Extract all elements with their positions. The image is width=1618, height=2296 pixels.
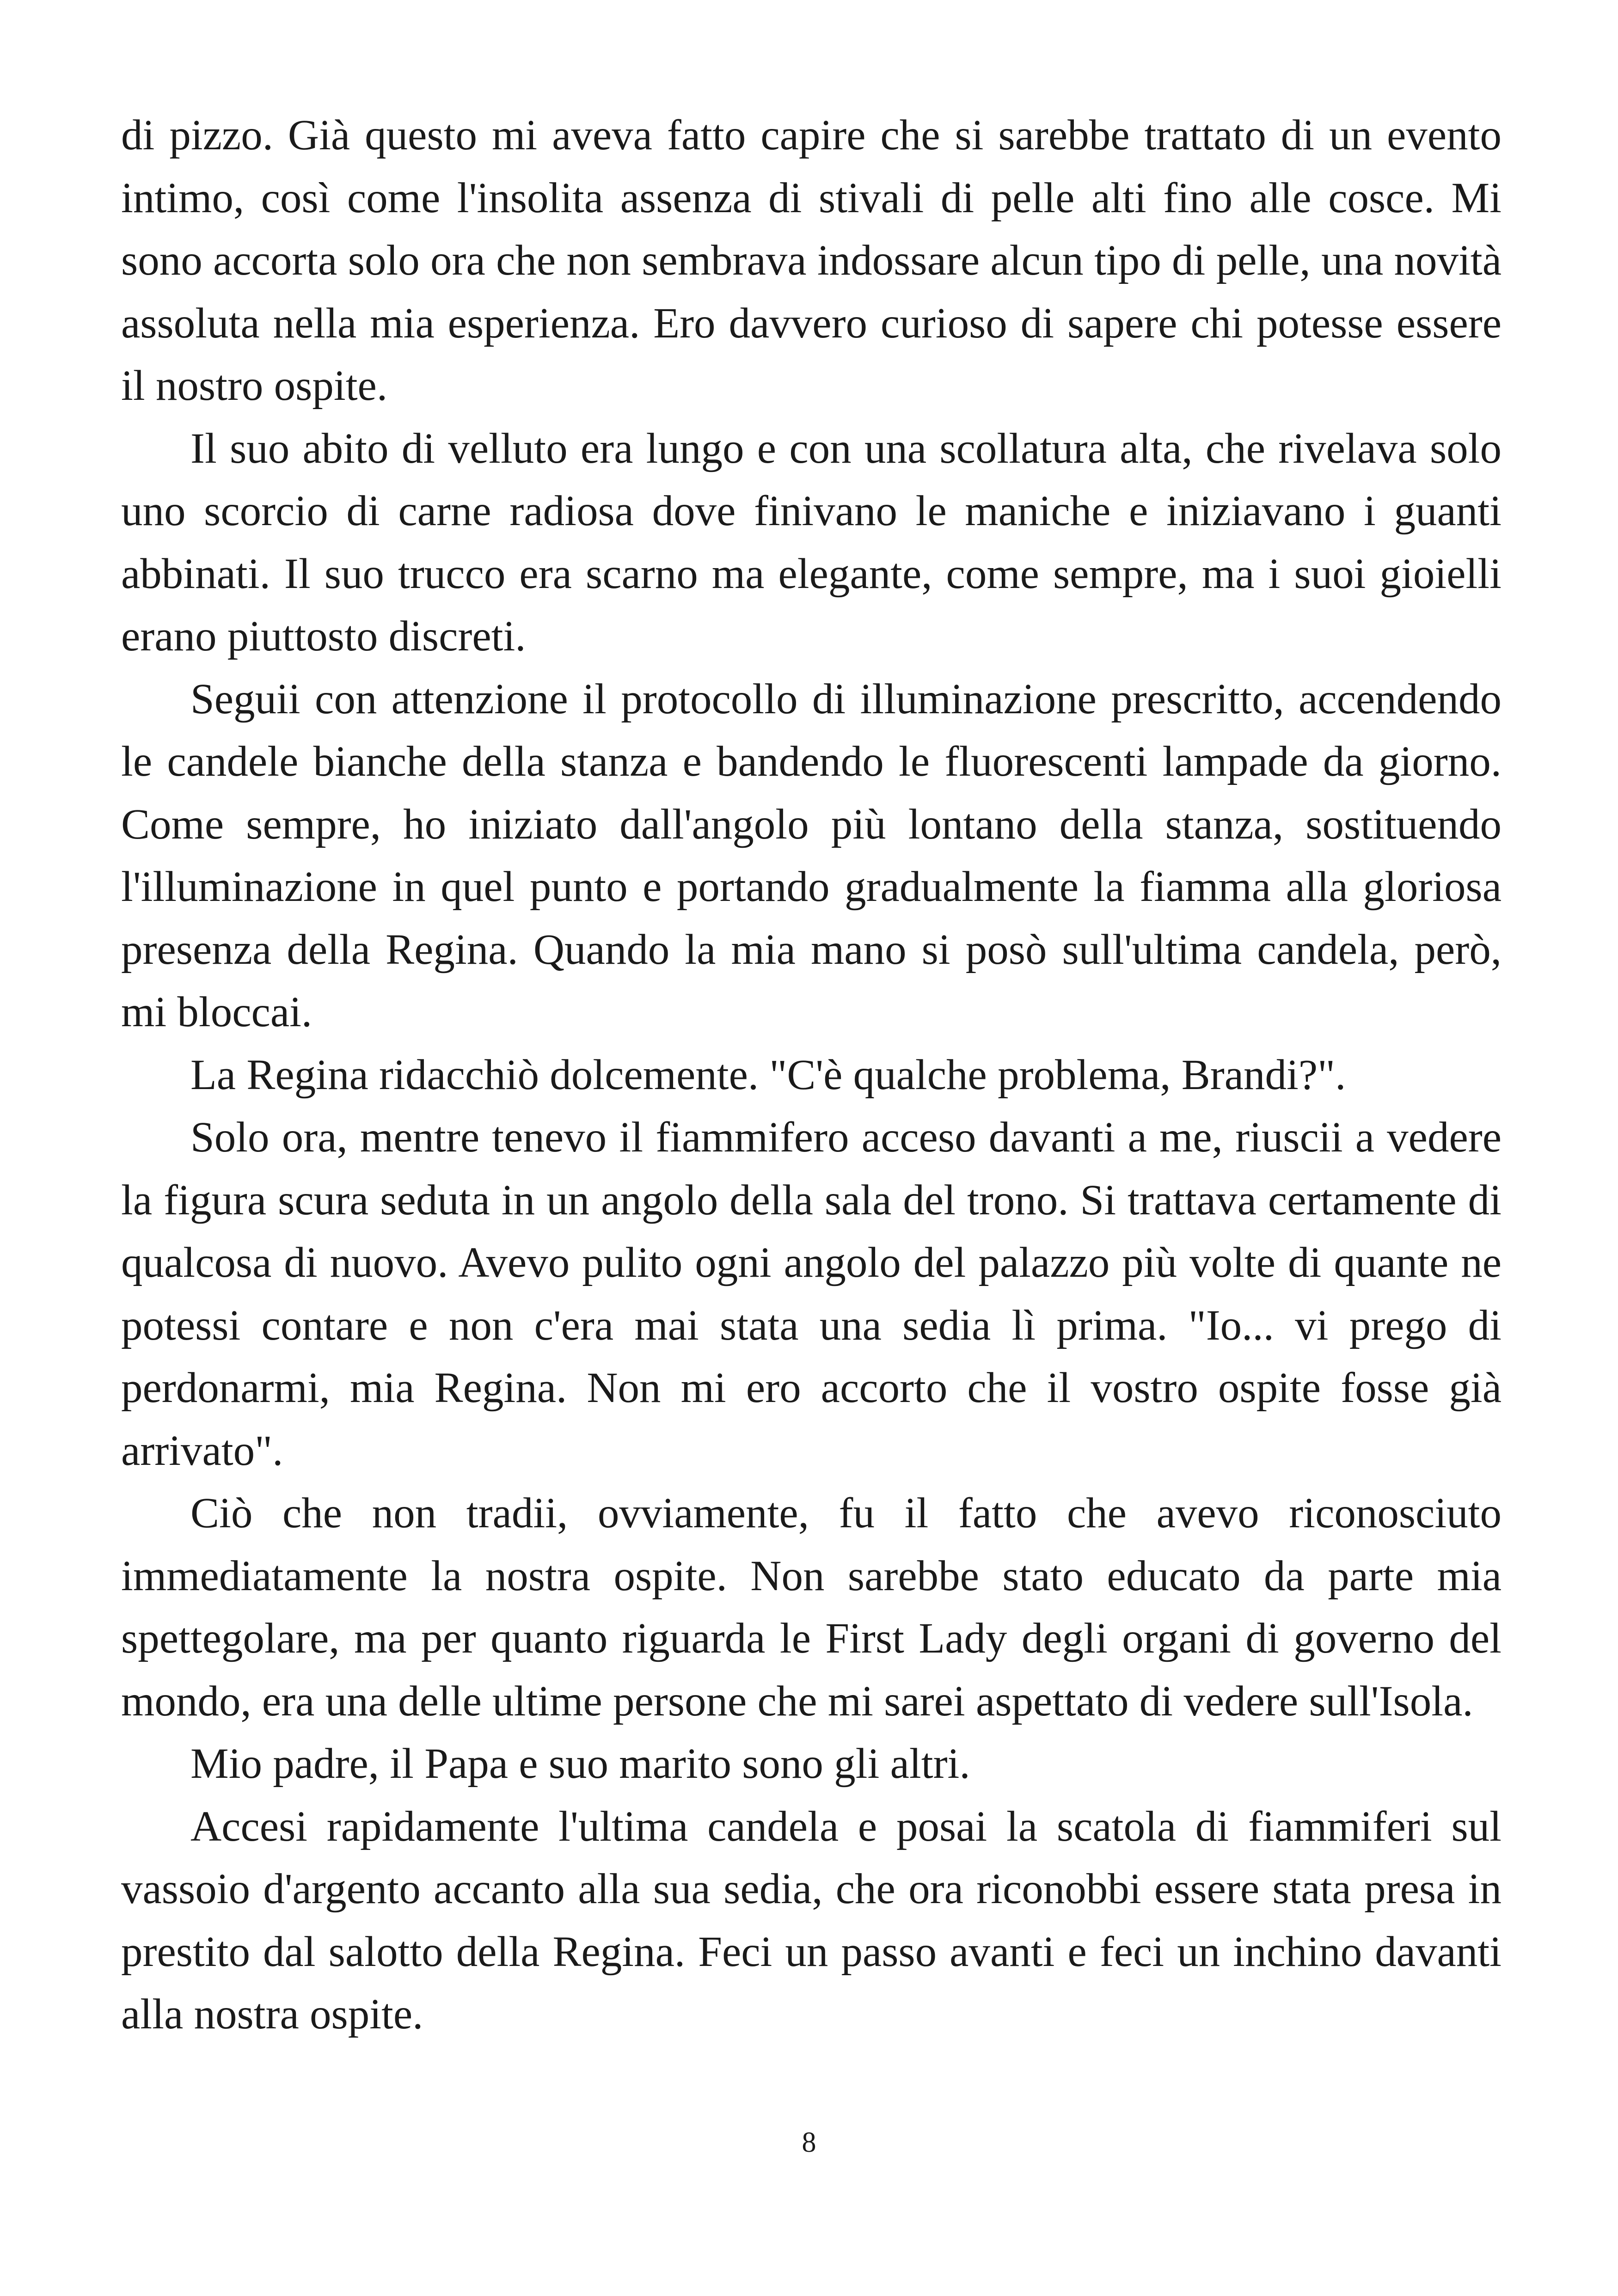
page-number: 8: [802, 2127, 816, 2158]
paragraph-3: Seguii con attenzione il protocollo di illuminazione prescritto, accendendo le candele bianche della stanza e bandendo le fluorescenti lampade da giorno. Come sempre, ho iniziato dall'angolo più lontano della stanza, sostituendo l'illuminazione in quel punto e portando gradualmente la fiamma alla gloriosa presenza della Regina. Quando la mia mano si posò sull'ultima candela, però, mi bloccai.: [121, 675, 1502, 1036]
paragraph-5: Solo ora, mentre tenevo il fiammifero acceso davanti a me, riuscii a vedere la figura scura seduta in un angolo della sala del trono. Si trattava certamente di qualcosa di nuovo. Avevo pulito ogni angolo del palazzo più volte di quante ne potessi contare e non c'era mai stata una sedia lì prima. "Io... vi prego di perdonarmi, mia Regina. Non mi ero accorto che il vostro ospite fosse già arrivato".: [121, 1114, 1502, 1475]
paragraph-4: La Regina ridacchiò dolcemente. "C'è qualche problema, Brandi?".: [190, 1051, 1346, 1099]
paragraph-1: di pizzo. Già questo mi aveva fatto capire che si sarebbe trattato di un evento intimo, così come l'insolita assenza di stivali di pelle alti fino alle cosce. Mi sono accorta solo ora che non sembrava indossare alcun tipo di pelle, una novità assoluta nella mia esperienza. Ero davvero curioso di sapere chi potesse essere il nostro ospite.: [121, 111, 1502, 410]
paragraph-6: Ciò che non tradii, ovviamente, fu il fatto che avevo riconosciuto immediatamente la nostra ospite. Non sarebbe stato educato da parte mia spettegolare, ma per quanto riguarda le First Lady degli organi di governo del mondo, era una delle ultime persone che mi sarei aspettato di vedere sull'Isola.: [121, 1489, 1502, 1725]
paragraph-2: Il suo abito di velluto era lungo e con una scollatura alta, che rivelava solo uno scorcio di carne radiosa dove finivano le maniche e iniziavano i guanti abbinati. Il suo trucco era scarno ma elegante, come sempre, ma i suoi gioielli erano piuttosto discreti.: [121, 424, 1502, 660]
paragraph-8: Accesi rapidamente l'ultima candela e posai la scatola di fiammiferi sul vassoio d'argento accanto alla sua sedia, che ora riconobbi essere stata presa in prestito dal salotto della Regina. Feci un passo avanti e feci un inchino davanti alla nostra ospite.: [121, 1802, 1502, 2038]
page-body: [121, 104, 1502, 2046]
paragraph-7: Mio padre, il Papa e suo marito sono gli altri.: [190, 1740, 970, 1788]
